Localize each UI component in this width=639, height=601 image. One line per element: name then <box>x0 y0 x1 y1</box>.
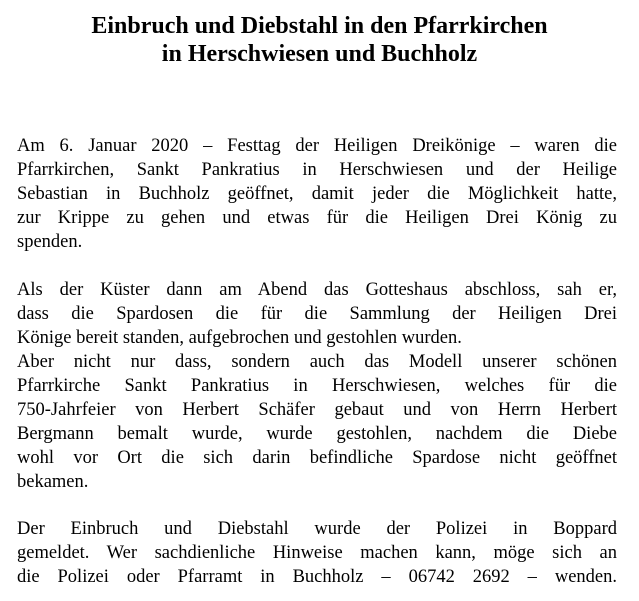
text-line: die Polizei oder Pfarramt in Buchholz – 06742 2692 – wenden. <box>17 567 617 587</box>
page-subtitle: in Herschwiesen und Buchholz <box>161 41 478 67</box>
text-line: Pfarrkirchen, Sankt Pankratius in Herschwiesen und der Heilige <box>17 160 617 180</box>
text-line: Bergmann bemalt wurde, wurde gestohlen, nachdem die Diebe <box>17 424 617 444</box>
text-line: dass die Spardosen die für die Sammlung der Heiligen Drei <box>17 304 617 324</box>
text-line: Aber nicht nur dass, sondern auch das Modell unserer schönen <box>17 352 617 372</box>
text-line: bekamen. <box>17 472 89 492</box>
text-line: 750-Jahrfeier von Herbert Schäfer gebaut und von Herrn Herbert <box>17 400 617 420</box>
paragraph-epiphany-opening <box>17 134 617 254</box>
page-title: Einbruch und Diebstahl in den Pfarrkirchen <box>91 13 548 39</box>
text-line: Sebastian in Buchholz geöffnet, damit jeder die Möglichkeit hatte, <box>17 184 617 204</box>
paragraph-police-contact <box>17 517 617 589</box>
text-line: Pfarrkirche Sankt Pankratius in Herschwiesen, welches für die <box>17 376 617 396</box>
text-line: Als der Küster dann am Abend das Gotteshaus abschloss, sah er, <box>17 280 617 300</box>
text-line: Der Einbruch und Diebstahl wurde der Polizei in Boppard <box>17 519 617 539</box>
text-line: gemeldet. Wer sachdienliche Hinweise machen kann, möge sich an <box>17 543 617 563</box>
text-line: spenden. <box>17 232 83 252</box>
text-line: zur Krippe zu gehen und etwas für die Heiligen Drei König zu <box>17 208 617 228</box>
paragraph-theft-details <box>17 278 617 494</box>
text-line: wohl vor Ort die sich darin befindliche Spardose nicht geöffnet <box>17 448 617 468</box>
text-line: Am 6. Januar 2020 – Festtag der Heiligen Dreikönige – waren die <box>17 136 617 156</box>
text-line: Könige bereit standen, aufgebrochen und gestohlen wurden. <box>17 328 462 348</box>
